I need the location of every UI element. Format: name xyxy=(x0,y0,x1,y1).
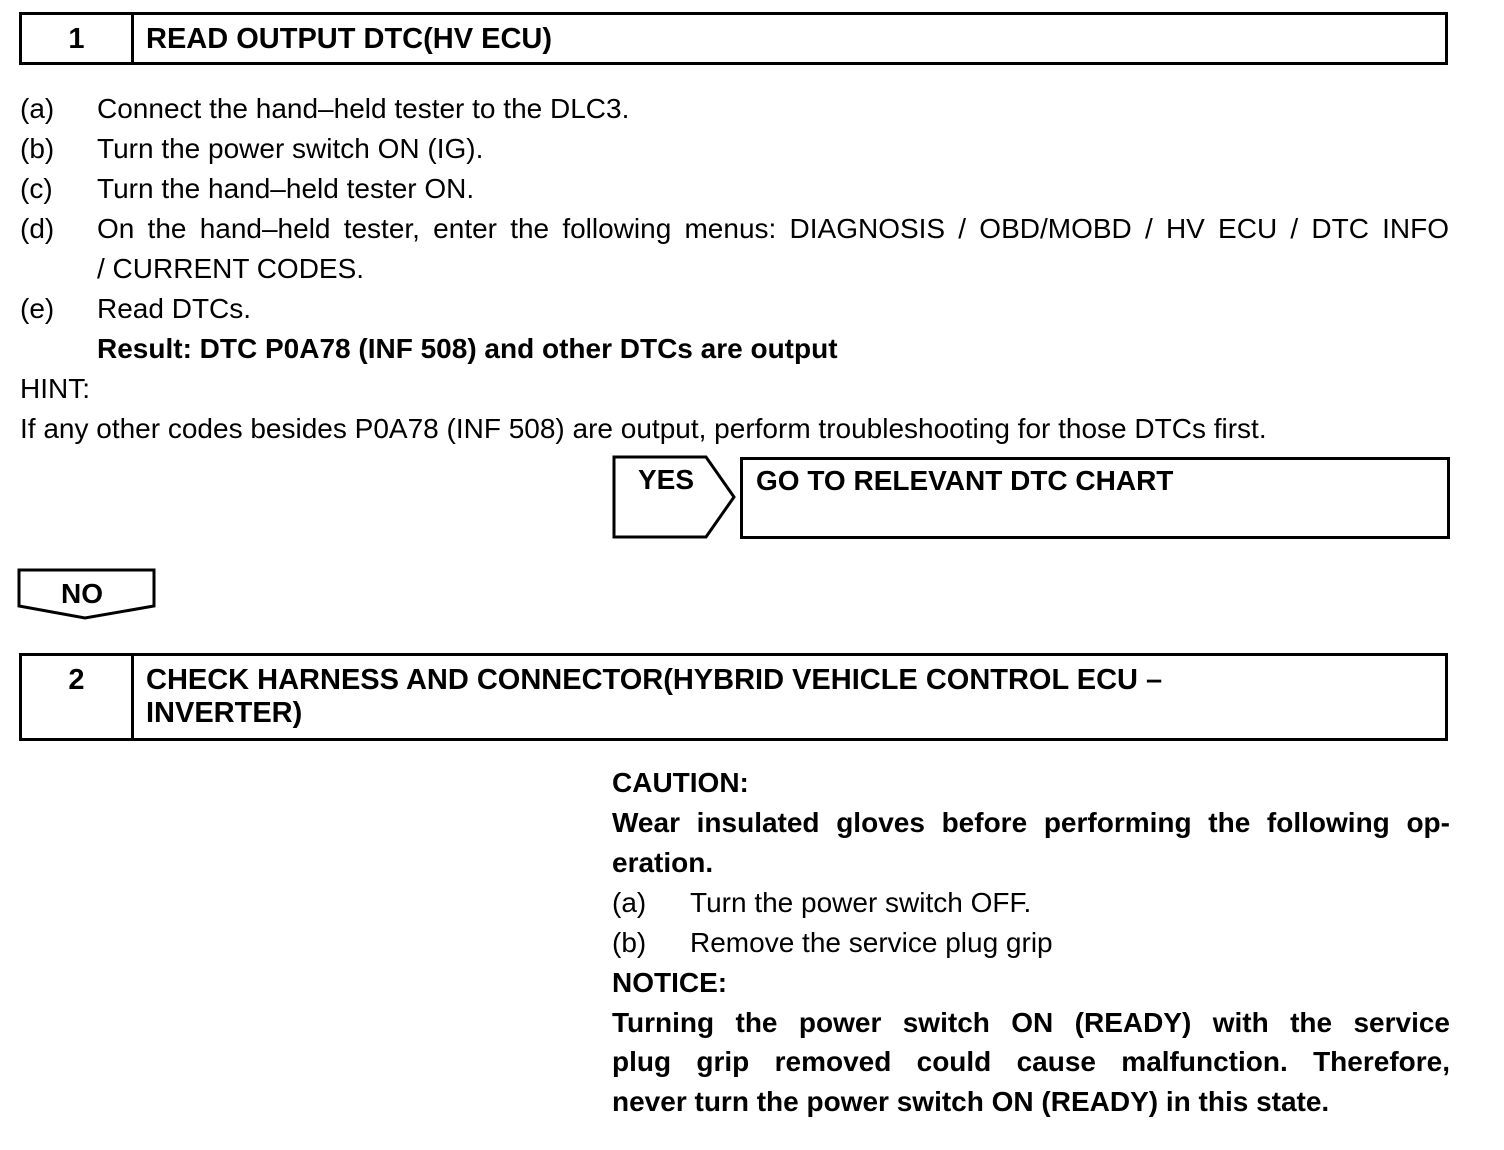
step1-header xyxy=(19,12,1448,65)
step1-number: 1 xyxy=(22,15,134,62)
step2-title-line1: CHECK HARNESS AND CONNECTOR(HYBRID VEHICLE CONTROL ECU – xyxy=(146,664,1163,696)
step2-header xyxy=(19,653,1448,741)
caution-line1: Wear insulated gloves before performing the following op- xyxy=(612,807,1450,838)
item-b-text: Turn the power switch ON (IG). xyxy=(97,133,484,164)
hint-label: HINT: xyxy=(20,373,90,404)
hint-text: If any other codes besides P0A78 (INF 508) are output, perform troubleshooting for those DTCs first. xyxy=(20,413,1267,444)
yes-action-box xyxy=(740,457,1450,539)
step2-title-line2: INVERTER) xyxy=(146,697,303,729)
step2-item-b-label: (b) xyxy=(612,927,647,958)
caution-line2: eration. xyxy=(612,847,714,878)
step2-item-b-text: Remove the service plug grip xyxy=(690,927,1053,958)
step2-item-a-label: (a) xyxy=(612,887,647,918)
notice-label: NOTICE: xyxy=(612,967,728,998)
notice-line2: plug grip removed could cause malfunction. Therefore, xyxy=(612,1046,1450,1077)
item-b-label: (b) xyxy=(20,133,55,164)
item-a-label: (a) xyxy=(20,93,55,124)
notice-line1: Turning the power switch ON (READY) with the service xyxy=(612,1007,1450,1038)
item-e-text: Read DTCs. xyxy=(97,293,252,324)
notice-line3: never turn the power switch ON (READY) in this state. xyxy=(612,1086,1330,1117)
item-a-text: Connect the hand–held tester to the DLC3. xyxy=(97,93,630,124)
item-d-text: On the hand–held tester, enter the following menus: DIAGNOSIS / OBD/MOBD / HV ECU / DTC INFO xyxy=(97,213,1449,244)
item-d-label: (d) xyxy=(20,213,55,244)
item-c-label: (c) xyxy=(20,173,53,204)
step1-title: READ OUTPUT DTC(HV ECU) xyxy=(146,23,552,55)
caution-label: CAUTION: xyxy=(612,767,749,798)
yes-label: YES xyxy=(638,464,695,495)
step2-title xyxy=(134,656,1445,738)
yes-action-text: GO TO RELEVANT DTC CHART xyxy=(756,465,1174,496)
item-c-text: Turn the hand–held tester ON. xyxy=(97,173,475,204)
item-d-text-cont: / CURRENT CODES. xyxy=(97,253,365,284)
result-text: Result: DTC P0A78 (INF 508) and other DTCs are output xyxy=(97,333,838,364)
no-label: NO xyxy=(61,578,103,609)
step2-number: 2 xyxy=(22,656,134,738)
step2-item-a-text: Turn the power switch OFF. xyxy=(690,887,1032,918)
item-e-label: (e) xyxy=(20,293,55,324)
